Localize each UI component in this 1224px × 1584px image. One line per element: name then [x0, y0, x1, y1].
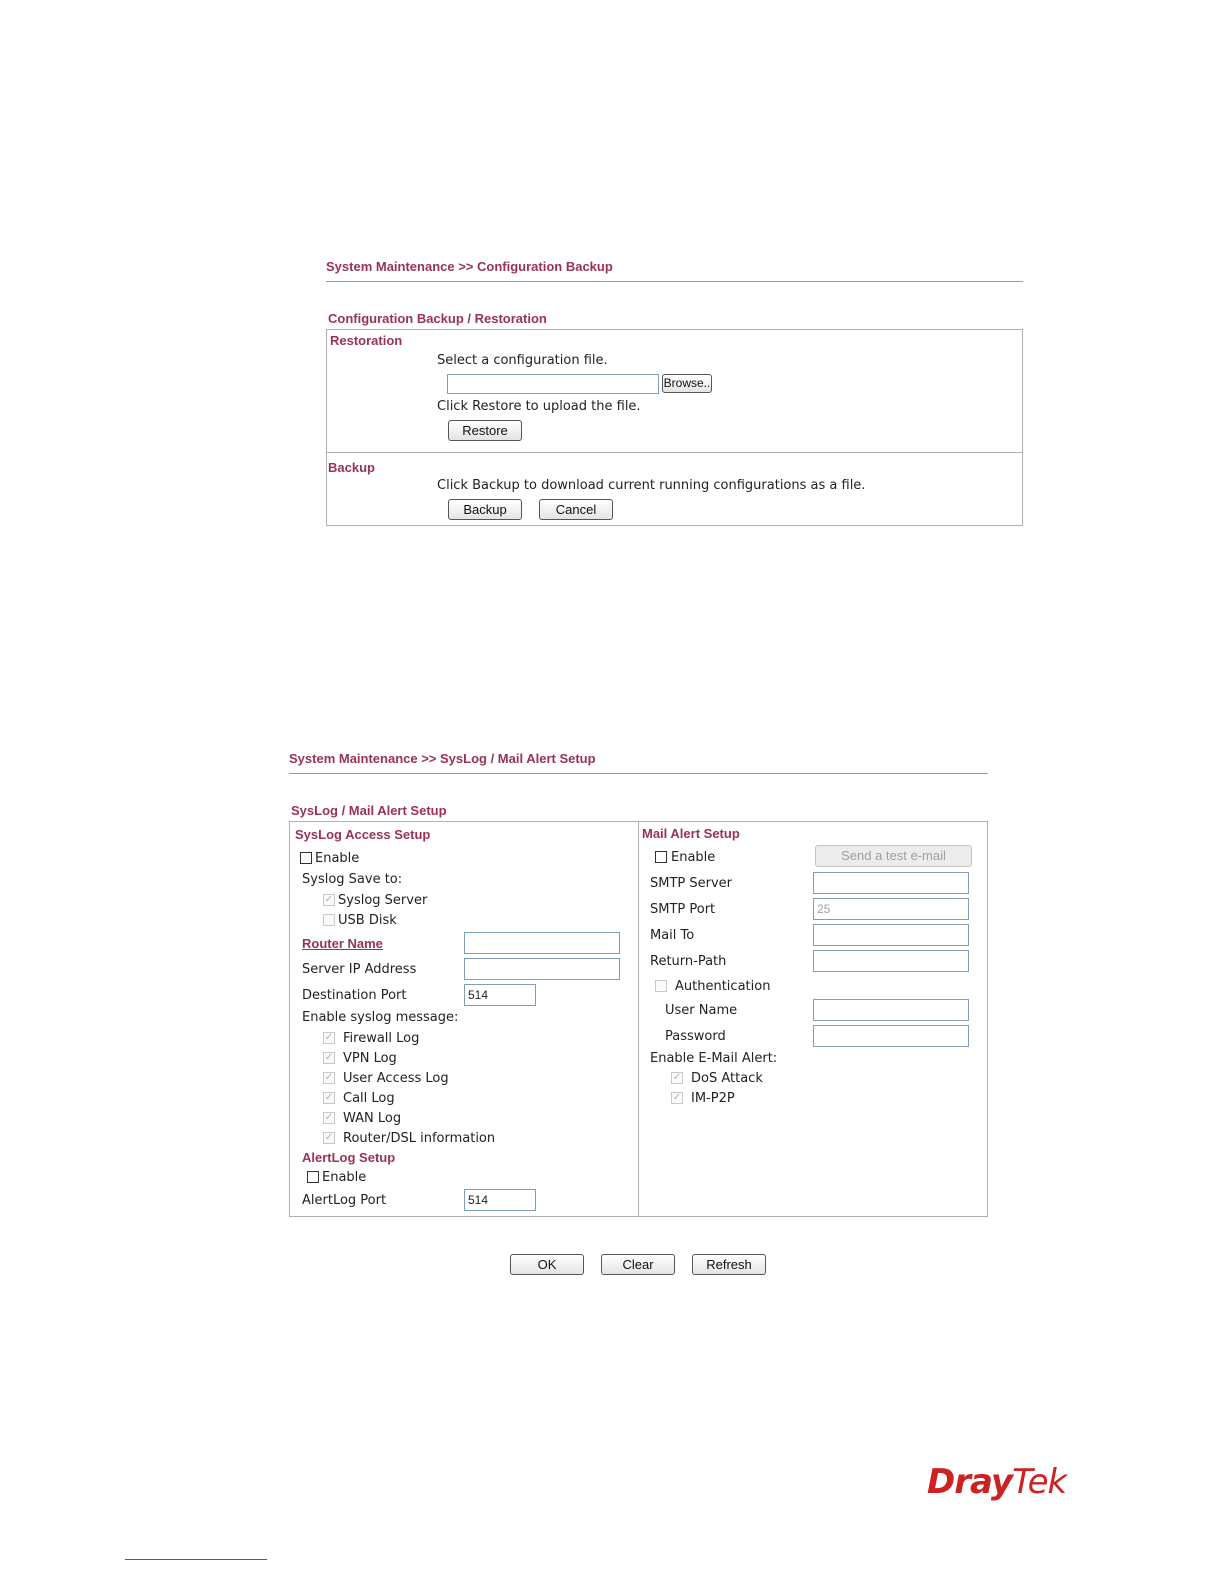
refresh-button[interactable]: Refresh: [692, 1254, 766, 1275]
user-access-log-checkbox[interactable]: ✓: [324, 1072, 334, 1083]
alertlog-title: AlertLog Setup: [302, 1150, 396, 1165]
mail-to-input[interactable]: [813, 924, 969, 946]
logo-text-tek: Tek: [1012, 1462, 1067, 1502]
breadcrumb-config-backup: System Maintenance >> Configuration Backup: [326, 259, 613, 274]
section-title-syslog: SysLog / Mail Alert Setup: [291, 803, 447, 818]
return-path-input[interactable]: [813, 950, 969, 972]
mail-alert-title: Mail Alert Setup: [642, 826, 740, 841]
restoration-restore-text: Click Restore to upload the file.: [437, 399, 641, 414]
syslog-enable-label: Enable: [315, 851, 360, 866]
smtp-server-input[interactable]: [813, 872, 969, 894]
usb-disk-label: USB Disk: [338, 913, 397, 928]
firewall-log-label: Firewall Log: [343, 1031, 420, 1046]
call-log-label: Call Log: [343, 1091, 395, 1106]
im-p2p-label: IM-P2P: [691, 1091, 735, 1106]
panel-divider: [327, 452, 1022, 453]
authentication-checkbox[interactable]: [655, 980, 667, 992]
authentication-label: Authentication: [675, 979, 771, 994]
wan-log-label: WAN Log: [343, 1111, 402, 1126]
mail-to-label: Mail To: [650, 928, 695, 943]
breadcrumb-syslog: System Maintenance >> SysLog / Mail Alert Setup: [289, 751, 596, 766]
password-label: Password: [665, 1029, 726, 1044]
alertlog-enable-label: Enable: [322, 1170, 367, 1185]
syslog-server-label: Syslog Server: [338, 893, 428, 908]
dos-attack-checkbox[interactable]: ✓: [672, 1072, 682, 1083]
section-title-config-backup: Configuration Backup / Restoration: [328, 311, 547, 326]
backup-text: Click Backup to download current running configurations as a file.: [437, 478, 866, 493]
enable-email-alert-label: Enable E-Mail Alert:: [650, 1051, 778, 1066]
firewall-log-checkbox[interactable]: ✓: [324, 1032, 334, 1043]
enable-syslog-message-label: Enable syslog message:: [302, 1010, 459, 1025]
backup-button[interactable]: Backup: [448, 499, 522, 520]
usb-disk-checkbox[interactable]: [323, 914, 335, 926]
router-name-link[interactable]: Router Name: [302, 936, 383, 951]
restoration-title: Restoration: [330, 333, 403, 348]
syslog-mail-panel: [289, 821, 988, 1217]
alertlog-enable-checkbox[interactable]: [307, 1171, 319, 1183]
divider: [326, 281, 1023, 282]
router-name-input[interactable]: [464, 932, 620, 954]
dos-attack-label: DoS Attack: [691, 1071, 763, 1086]
browse-button[interactable]: Browse..: [662, 374, 712, 393]
syslog-access-title: SysLog Access Setup: [295, 827, 431, 842]
restore-button[interactable]: Restore: [448, 420, 522, 441]
config-file-input[interactable]: [447, 374, 659, 394]
mail-enable-label: Enable: [671, 850, 716, 865]
user-access-log-label: User Access Log: [343, 1071, 449, 1086]
alertlog-port-input[interactable]: 514: [464, 1189, 536, 1211]
ok-button[interactable]: OK: [510, 1254, 584, 1275]
syslog-server-checkbox[interactable]: ✓: [324, 894, 334, 905]
smtp-port-input[interactable]: 25: [813, 898, 969, 920]
config-backup-panel: [326, 329, 1023, 526]
smtp-server-label: SMTP Server: [650, 876, 733, 891]
clear-button[interactable]: Clear: [601, 1254, 675, 1275]
backup-title: Backup: [328, 460, 375, 475]
mail-enable-checkbox[interactable]: [655, 851, 667, 863]
divider: [289, 773, 988, 774]
return-path-label: Return-Path: [650, 954, 727, 969]
vpn-log-checkbox[interactable]: ✓: [324, 1052, 334, 1063]
server-ip-label: Server IP Address: [302, 962, 417, 977]
smtp-port-label: SMTP Port: [650, 902, 716, 917]
wan-log-checkbox[interactable]: ✓: [324, 1112, 334, 1123]
call-log-checkbox[interactable]: ✓: [324, 1092, 334, 1103]
password-input[interactable]: [813, 1025, 969, 1047]
destination-port-input[interactable]: 514: [464, 984, 536, 1006]
cancel-button[interactable]: Cancel: [539, 499, 613, 520]
im-p2p-checkbox[interactable]: ✓: [672, 1092, 682, 1103]
syslog-save-to-label: Syslog Save to:: [302, 872, 403, 887]
vpn-log-label: VPN Log: [343, 1051, 397, 1066]
restoration-select-text: Select a configuration file.: [437, 353, 608, 368]
router-dsl-info-label: Router/DSL information: [343, 1131, 496, 1146]
user-name-label: User Name: [665, 1003, 738, 1018]
footer-rule: [125, 1559, 267, 1560]
syslog-enable-checkbox[interactable]: [300, 852, 312, 864]
destination-port-label: Destination Port: [302, 988, 407, 1003]
draytek-logo: [927, 1462, 1066, 1502]
send-test-email-button[interactable]: Send a test e-mail: [815, 845, 972, 867]
user-name-input[interactable]: [813, 999, 969, 1021]
alertlog-port-label: AlertLog Port: [302, 1193, 387, 1208]
router-dsl-info-checkbox[interactable]: ✓: [324, 1132, 334, 1143]
logo-text-dray: Dray: [927, 1462, 1013, 1502]
column-divider: [638, 822, 639, 1216]
server-ip-input[interactable]: [464, 958, 620, 980]
